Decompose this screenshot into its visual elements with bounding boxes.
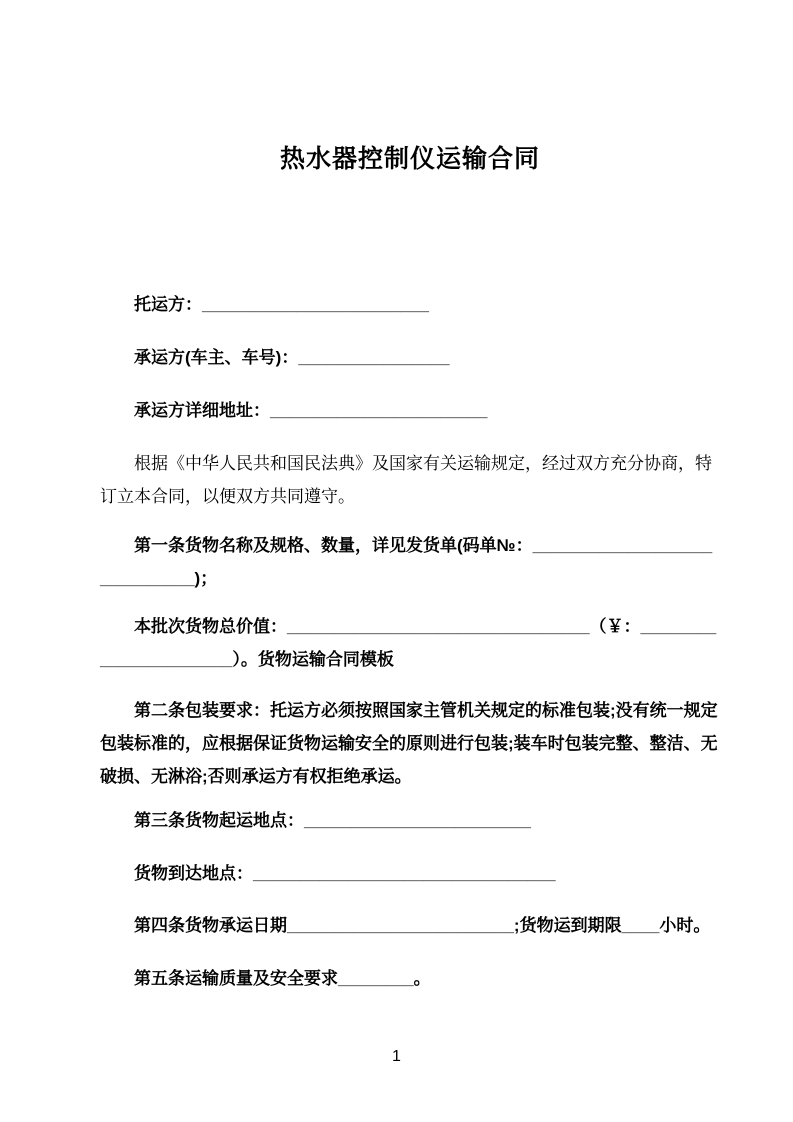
article-1-goods-line: 第一条货物名称及规格、数量，详见发货单(码单№：_____________________________)； [100, 536, 713, 588]
article-3-origin-line: 第三条货物起运地点：________________________ [134, 811, 531, 830]
carrier-field-line: 承运方(车主、车号)：________________ [134, 348, 450, 367]
shipper-field-line: 托运方：________________________ [134, 295, 429, 314]
article-5-quality-line: 第五条运输质量及安全要求________。 [134, 969, 431, 988]
document-title: 热水器控制仪运输合同 [279, 145, 540, 173]
article-4-date-line: 第四条货物承运日期________________________;货物运到期限____小时。 [134, 916, 711, 935]
carrier-address-field-line: 承运方详细地址：_______________________ [134, 401, 488, 420]
intro-paragraph: 根据《中华人民共和国民法典》及国家有关运输规定，经过双方充分协商，特订立本合同，以便双方共同遵守。 [100, 454, 712, 506]
goods-total-value-line: 本批次货物总价值：________________________________（￥：______________________）。货物运输合同模板 [100, 617, 717, 669]
arrival-place-line: 货物到达地点：________________________________ [134, 864, 556, 883]
article-2-packaging-paragraph: 第二条包装要求：托运方必须按照国家主管机关规定的标准包装;没有统一规定包装标准的，应根据保证货物运输安全的原则进行包装;装车时包装完整、整洁、无破损、无淋浴;否则承运方有权拒绝承运。 [100, 701, 718, 786]
page-number: 1 [392, 1048, 401, 1065]
